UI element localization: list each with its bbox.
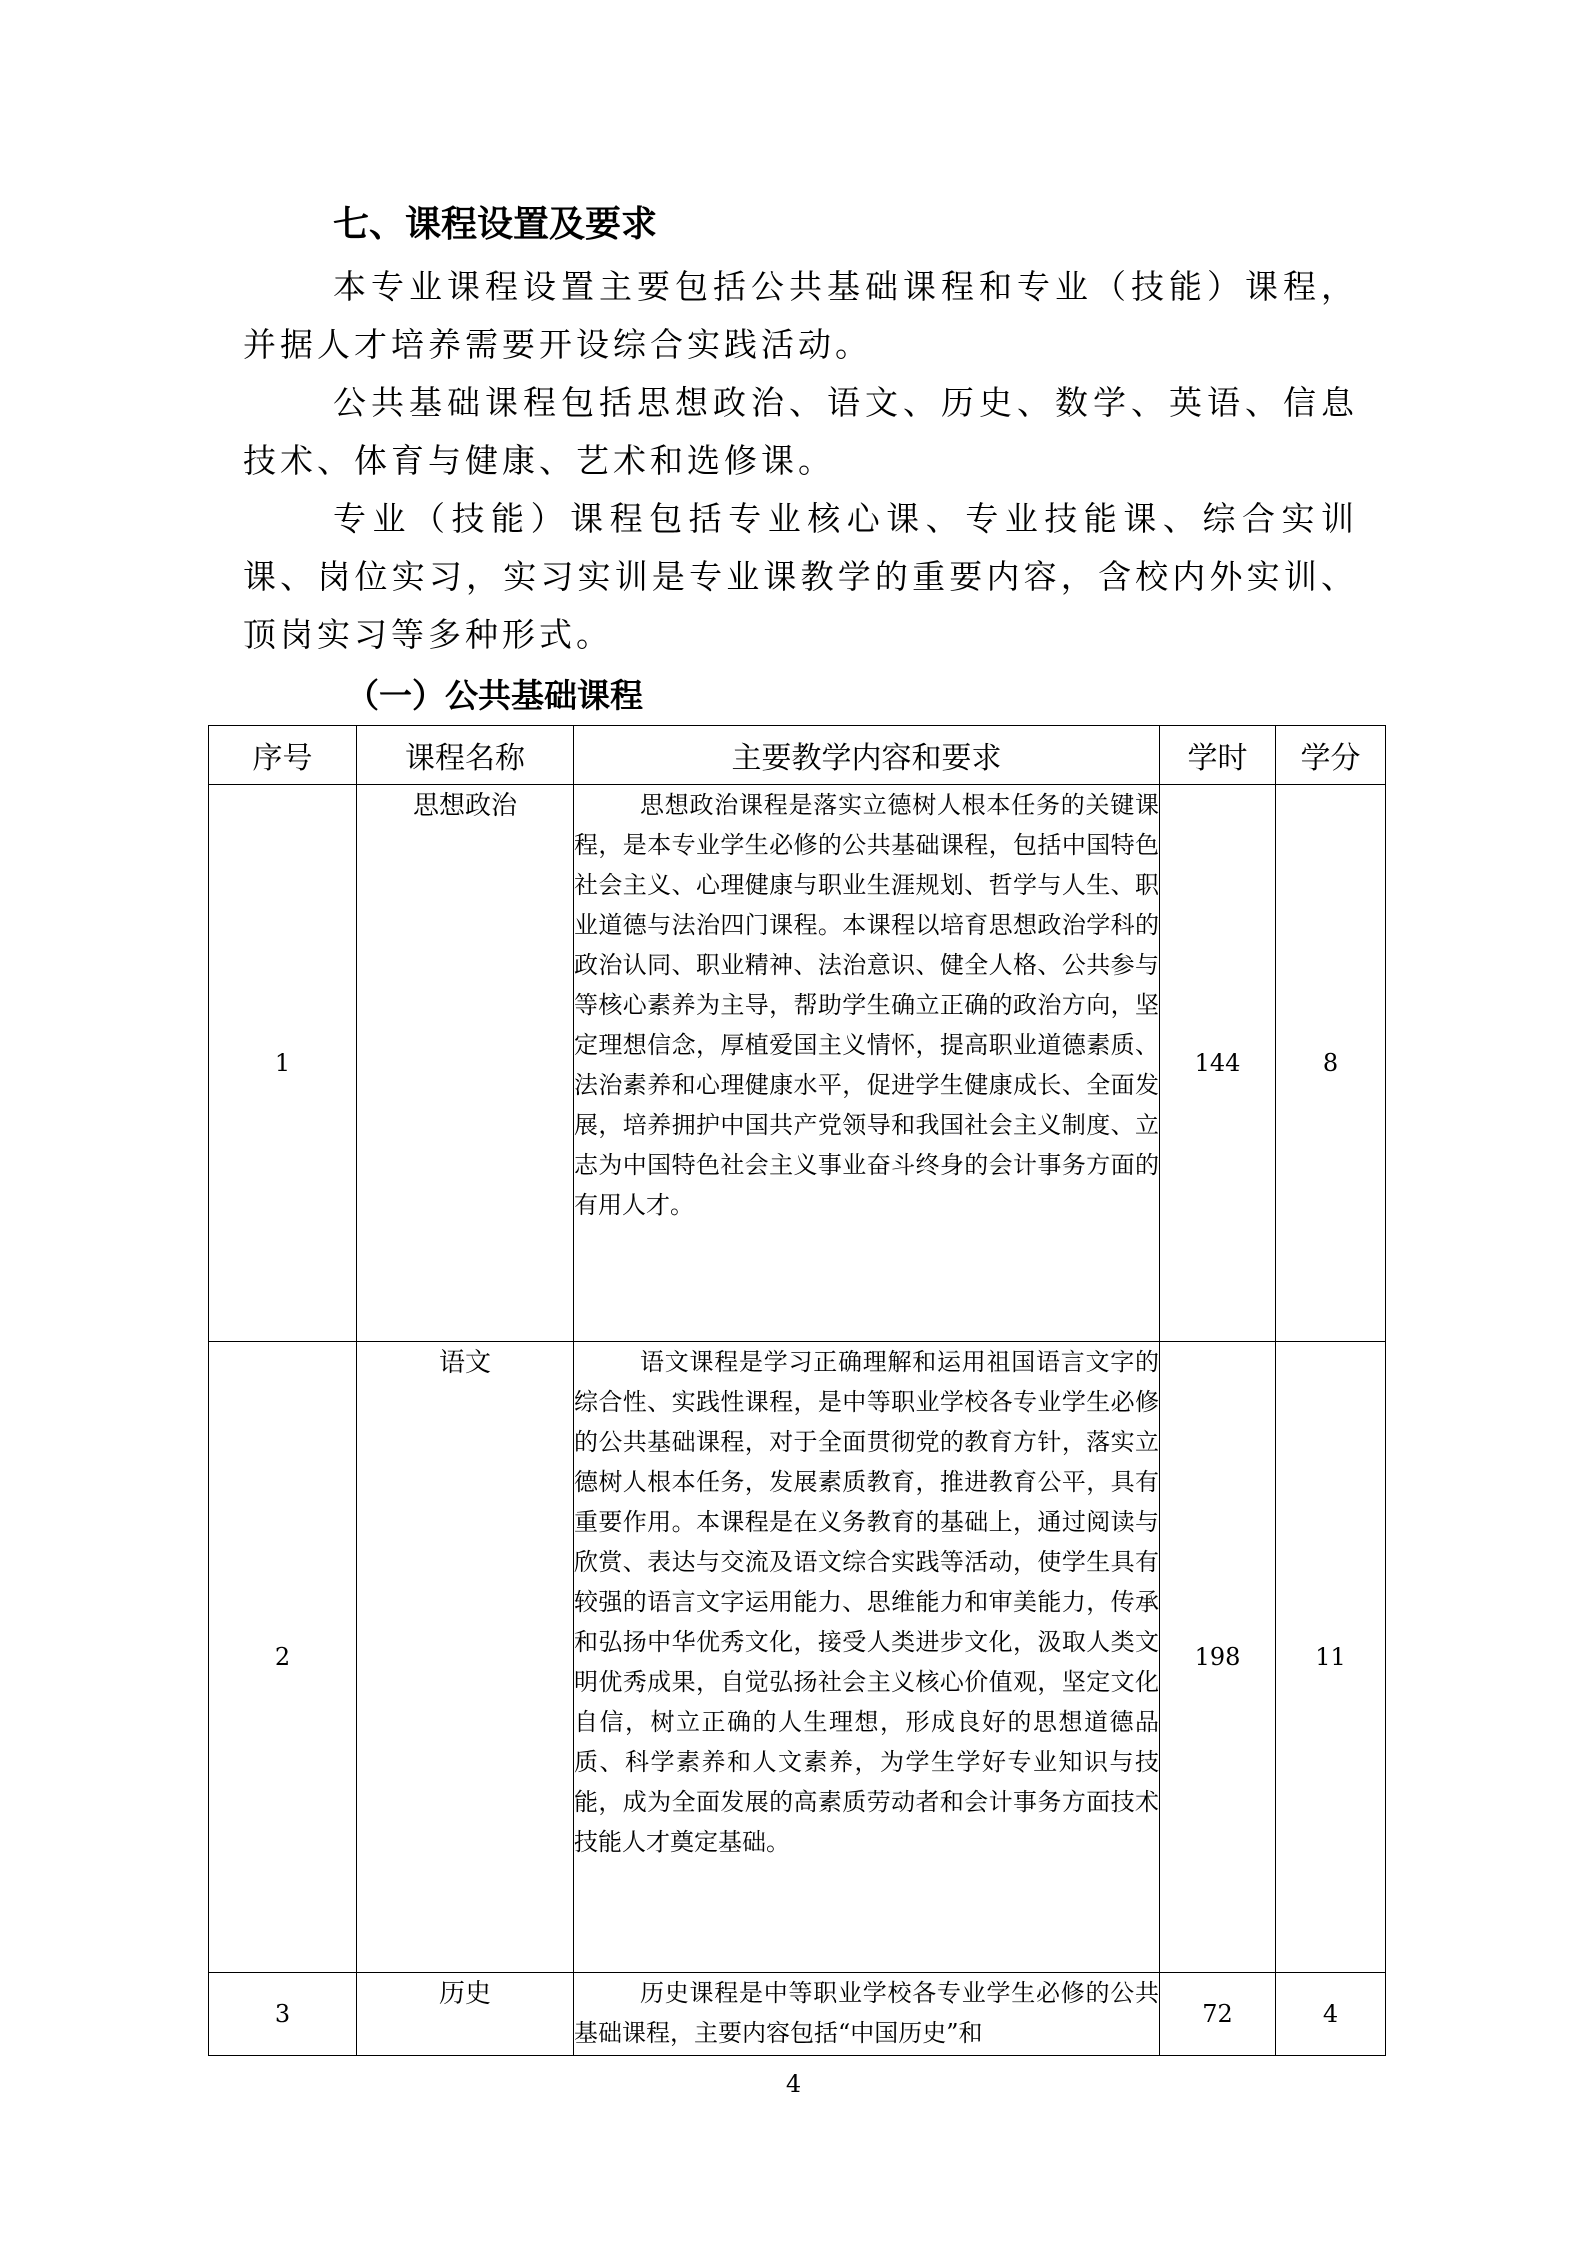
course-description: 语文课程是学习正确理解和运用祖国语言文字的综合性、实践性课程，是中等职业学校各专业学生必修的公共基础课程，对于全面贯彻党的教育方针，落实立德树人根本任务，发展素质教育，推进教育公平，具有重要作用。本课程是在义务教育的基础上，通过阅读与欣赏、表达与交流及语文综合实践等活动，使学生具有较强的语言文字运用能力、思维能力和审美能力，传承和弘扬中华优秀文化，接受人类进步文化，汲取人类文明优秀成果，自觉弘扬社会主义核心价值观，坚定文化自信，树立正确的人生理想，形成良好的思想道德品质、科学素养和人文素养，为学生学好专业知识与技能，成为全面发展的高素质劳动者和会计事务方面技术技能人才奠定基础。 [574, 1342, 1160, 1973]
course-hours: 72 [1160, 1973, 1276, 2056]
course-name: 思想政治 [357, 785, 574, 1342]
course-credits: 8 [1276, 785, 1386, 1342]
public-courses-paragraph: 公共基础课程包括思想政治、语文、历史、数学、英语、信息技术、体育与健康、艺术和选修课。 [243, 383, 1358, 480]
header-content: 主要教学内容和要求 [574, 726, 1160, 785]
course-table [208, 725, 1386, 2056]
table-row [209, 1342, 1386, 1973]
row-number: 3 [209, 1973, 357, 2056]
course-credits: 4 [1276, 1973, 1386, 2056]
header-number: 序号 [209, 726, 357, 785]
table-row [209, 785, 1386, 1342]
course-description: 思想政治课程是落实立德树人根本任务的关键课程，是本专业学生必修的公共基础课程，包括中国特色社会主义、心理健康与职业生涯规划、哲学与人生、职业道德与法治四门课程。本课程以培育思想政治学科的政治认同、职业精神、法治意识、健全人格、公共参与等核心素养为主导，帮助学生确立正确的政治方向，坚定理想信念，厚植爱国主义情怀，提高职业道德素质、法治素养和心理健康水平，促进学生健康成长、全面发展，培养拥护中国共产党领导和我国社会主义制度、立志为中国特色社会主义事业奋斗终身的会计事务方面的有用人才。 [574, 785, 1160, 1342]
page-number: 4 [785, 2070, 802, 2098]
course-hours: 144 [1160, 785, 1276, 1342]
header-hours: 学时 [1160, 726, 1276, 785]
intro-paragraph: 本专业课程设置主要包括公共基础课程和专业（技能）课程，并据人才培养需要开设综合实践活动。 [243, 267, 1358, 364]
subsection-heading: （一）公共基础课程 [346, 676, 643, 715]
table-header-row [209, 726, 1386, 785]
professional-courses-paragraph: 专业（技能）课程包括专业核心课、专业技能课、综合实训课、岗位实习，实习实训是专业课教学的重要内容，含校内外实训、顶岗实习等多种形式。 [243, 499, 1358, 654]
course-name: 历史 [357, 1973, 574, 2056]
course-name: 语文 [357, 1342, 574, 1973]
row-number: 1 [209, 785, 357, 1342]
header-credits: 学分 [1276, 726, 1386, 785]
table-row [209, 1973, 1386, 2056]
header-course-name: 课程名称 [357, 726, 574, 785]
course-description: 历史课程是中等职业学校各专业学生必修的公共基础课程，主要内容包括“中国历史”和 [574, 1973, 1160, 2056]
row-number: 2 [209, 1342, 357, 1973]
section-heading: 七、课程设置及要求 [333, 204, 658, 245]
course-credits: 11 [1276, 1342, 1386, 1973]
course-hours: 198 [1160, 1342, 1276, 1973]
